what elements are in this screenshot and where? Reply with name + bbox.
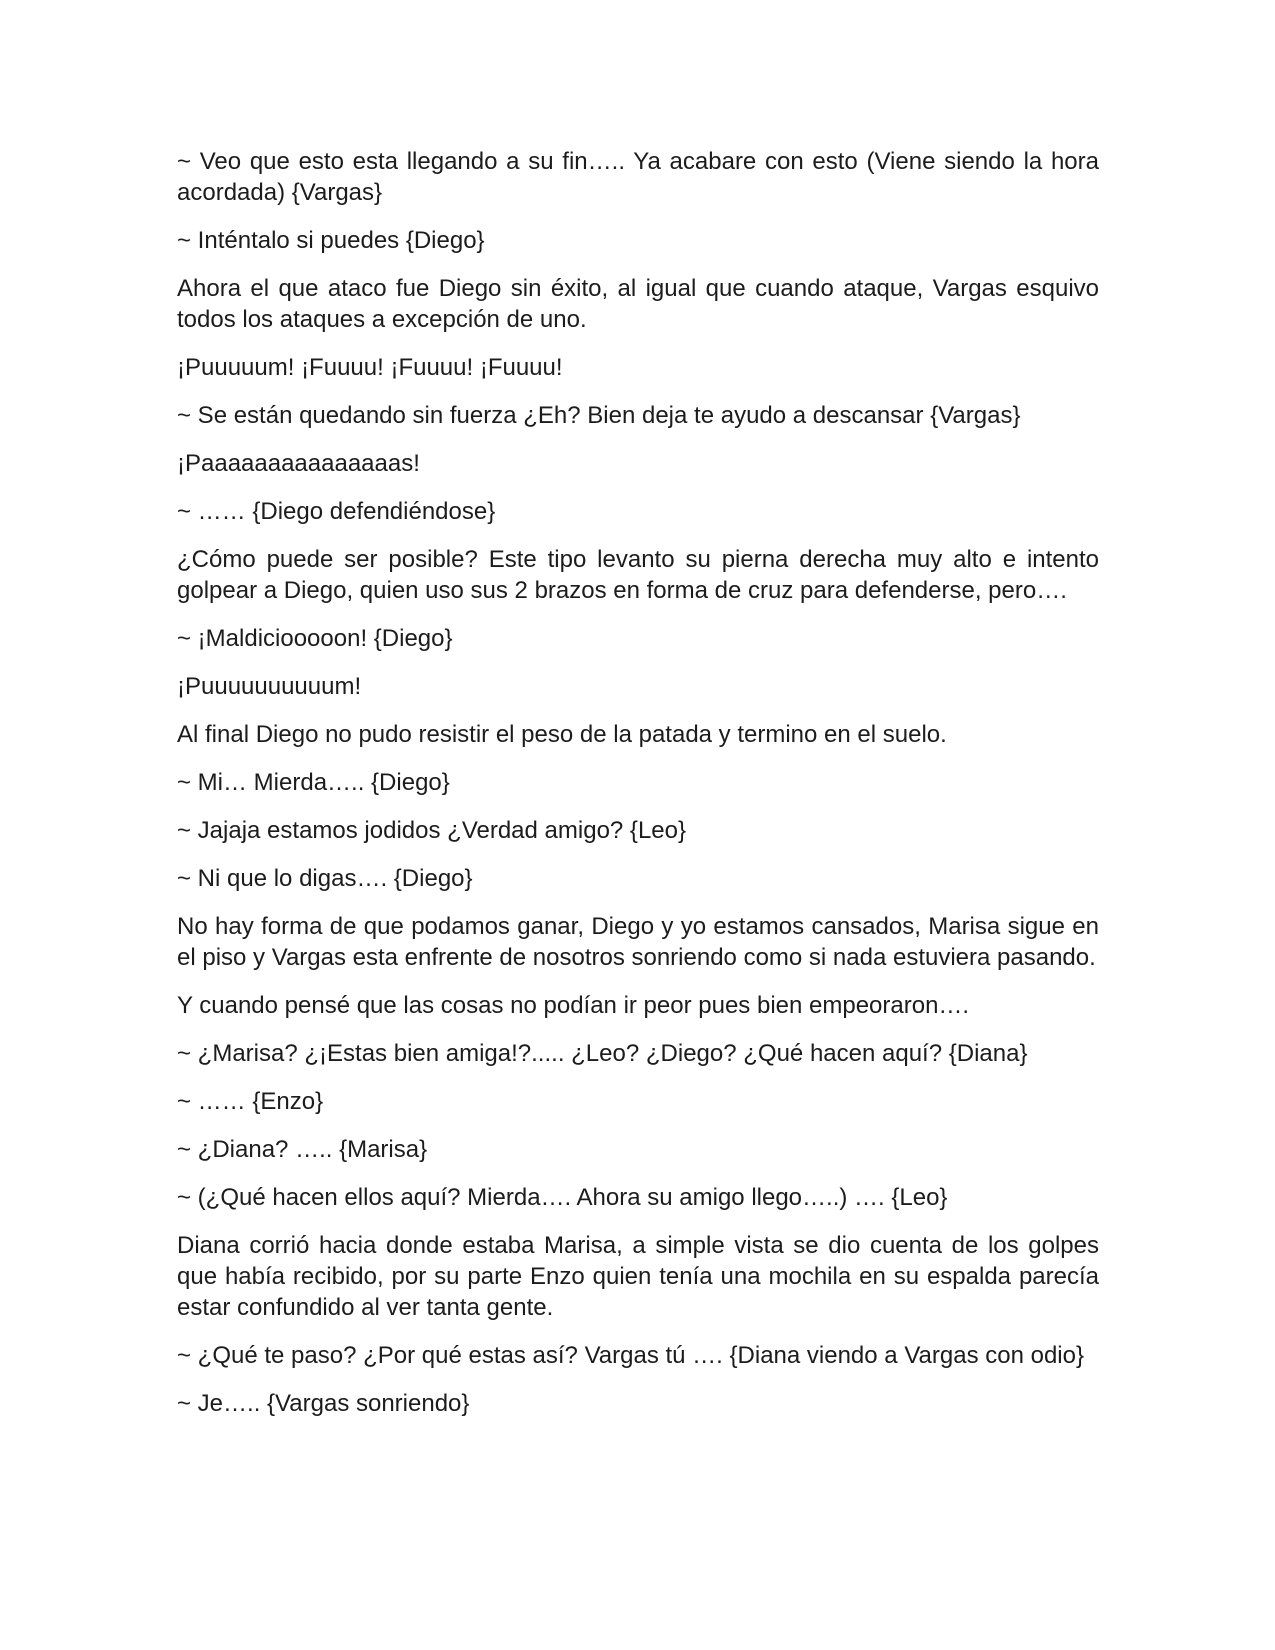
paragraph: ~ ¿Marisa? ¿¡Estas bien amiga!?..... ¿Leo? ¿Diego? ¿Qué hacen aquí? {Diana} — [177, 1040, 1028, 1067]
paragraph: Y cuando pensé que las cosas no podían ir peor pues bien empeoraron…. — [177, 992, 970, 1019]
paragraph: ~ Se están quedando sin fuerza ¿Eh? Bien deja te ayudo a descansar {Vargas} — [177, 402, 1021, 429]
paragraph: Diana corrió hacia donde estaba Marisa, a simple vista se dio cuenta de los golpes que había recibido, por su parte Enzo quien tenía una mochila en su espalda parecía estar confundido al ver tanta gente. — [177, 1232, 1099, 1321]
paragraph: ¡Puuuuum! ¡Fuuuu! ¡Fuuuu! ¡Fuuuu! — [177, 354, 563, 381]
document-body — [177, 146, 1099, 1436]
paragraph: ~ Inténtalo si puedes {Diego} — [177, 227, 485, 254]
paragraph: ~ Jajaja estamos jodidos ¿Verdad amigo? {Leo} — [177, 817, 687, 844]
paragraph: ¿Cómo puede ser posible? Este tipo levanto su pierna derecha muy alto e intento golpear a Diego, quien uso sus 2 brazos en forma de cruz para defenderse, pero…. — [177, 546, 1099, 604]
paragraph: ~ ¿Diana? ….. {Marisa} — [177, 1136, 428, 1163]
paragraph: ~ ¿Qué te paso? ¿Por qué estas así? Vargas tú …. {Diana viendo a Vargas con odio} — [177, 1342, 1084, 1369]
paragraph: ¡Puuuuuuuuuum! — [177, 673, 362, 700]
paragraph: Al final Diego no pudo resistir el peso de la patada y termino en el suelo. — [177, 721, 947, 748]
paragraph: ~ …… {Enzo} — [177, 1088, 324, 1115]
paragraph: Ahora el que ataco fue Diego sin éxito, al igual que cuando ataque, Vargas esquivo todos los ataques a excepción de uno. — [177, 275, 1099, 333]
paragraph: ~ Veo que esto esta llegando a su fin….. Ya acabare con esto (Viene siendo la hora acordada) {Vargas} — [177, 148, 1099, 206]
paragraph: ~ Je….. {Vargas sonriendo} — [177, 1390, 470, 1417]
paragraph: ~ Ni que lo digas…. {Diego} — [177, 865, 473, 892]
paragraph: ~ Mi… Mierda….. {Diego} — [177, 769, 450, 796]
paragraph: ~ …… {Diego defendiéndose} — [177, 498, 496, 525]
paragraph: ¡Paaaaaaaaaaaaaaas! — [177, 450, 420, 477]
paragraph: No hay forma de que podamos ganar, Diego y yo estamos cansados, Marisa sigue en el piso y Vargas esta enfrente de nosotros sonriendo como si nada estuviera pasando. — [177, 913, 1099, 971]
paragraph: ~ (¿Qué hacen ellos aquí? Mierda…. Ahora su amigo llego…..) …. {Leo} — [177, 1184, 948, 1211]
paragraph: ~ ¡Maldiciooooon! {Diego} — [177, 625, 453, 652]
